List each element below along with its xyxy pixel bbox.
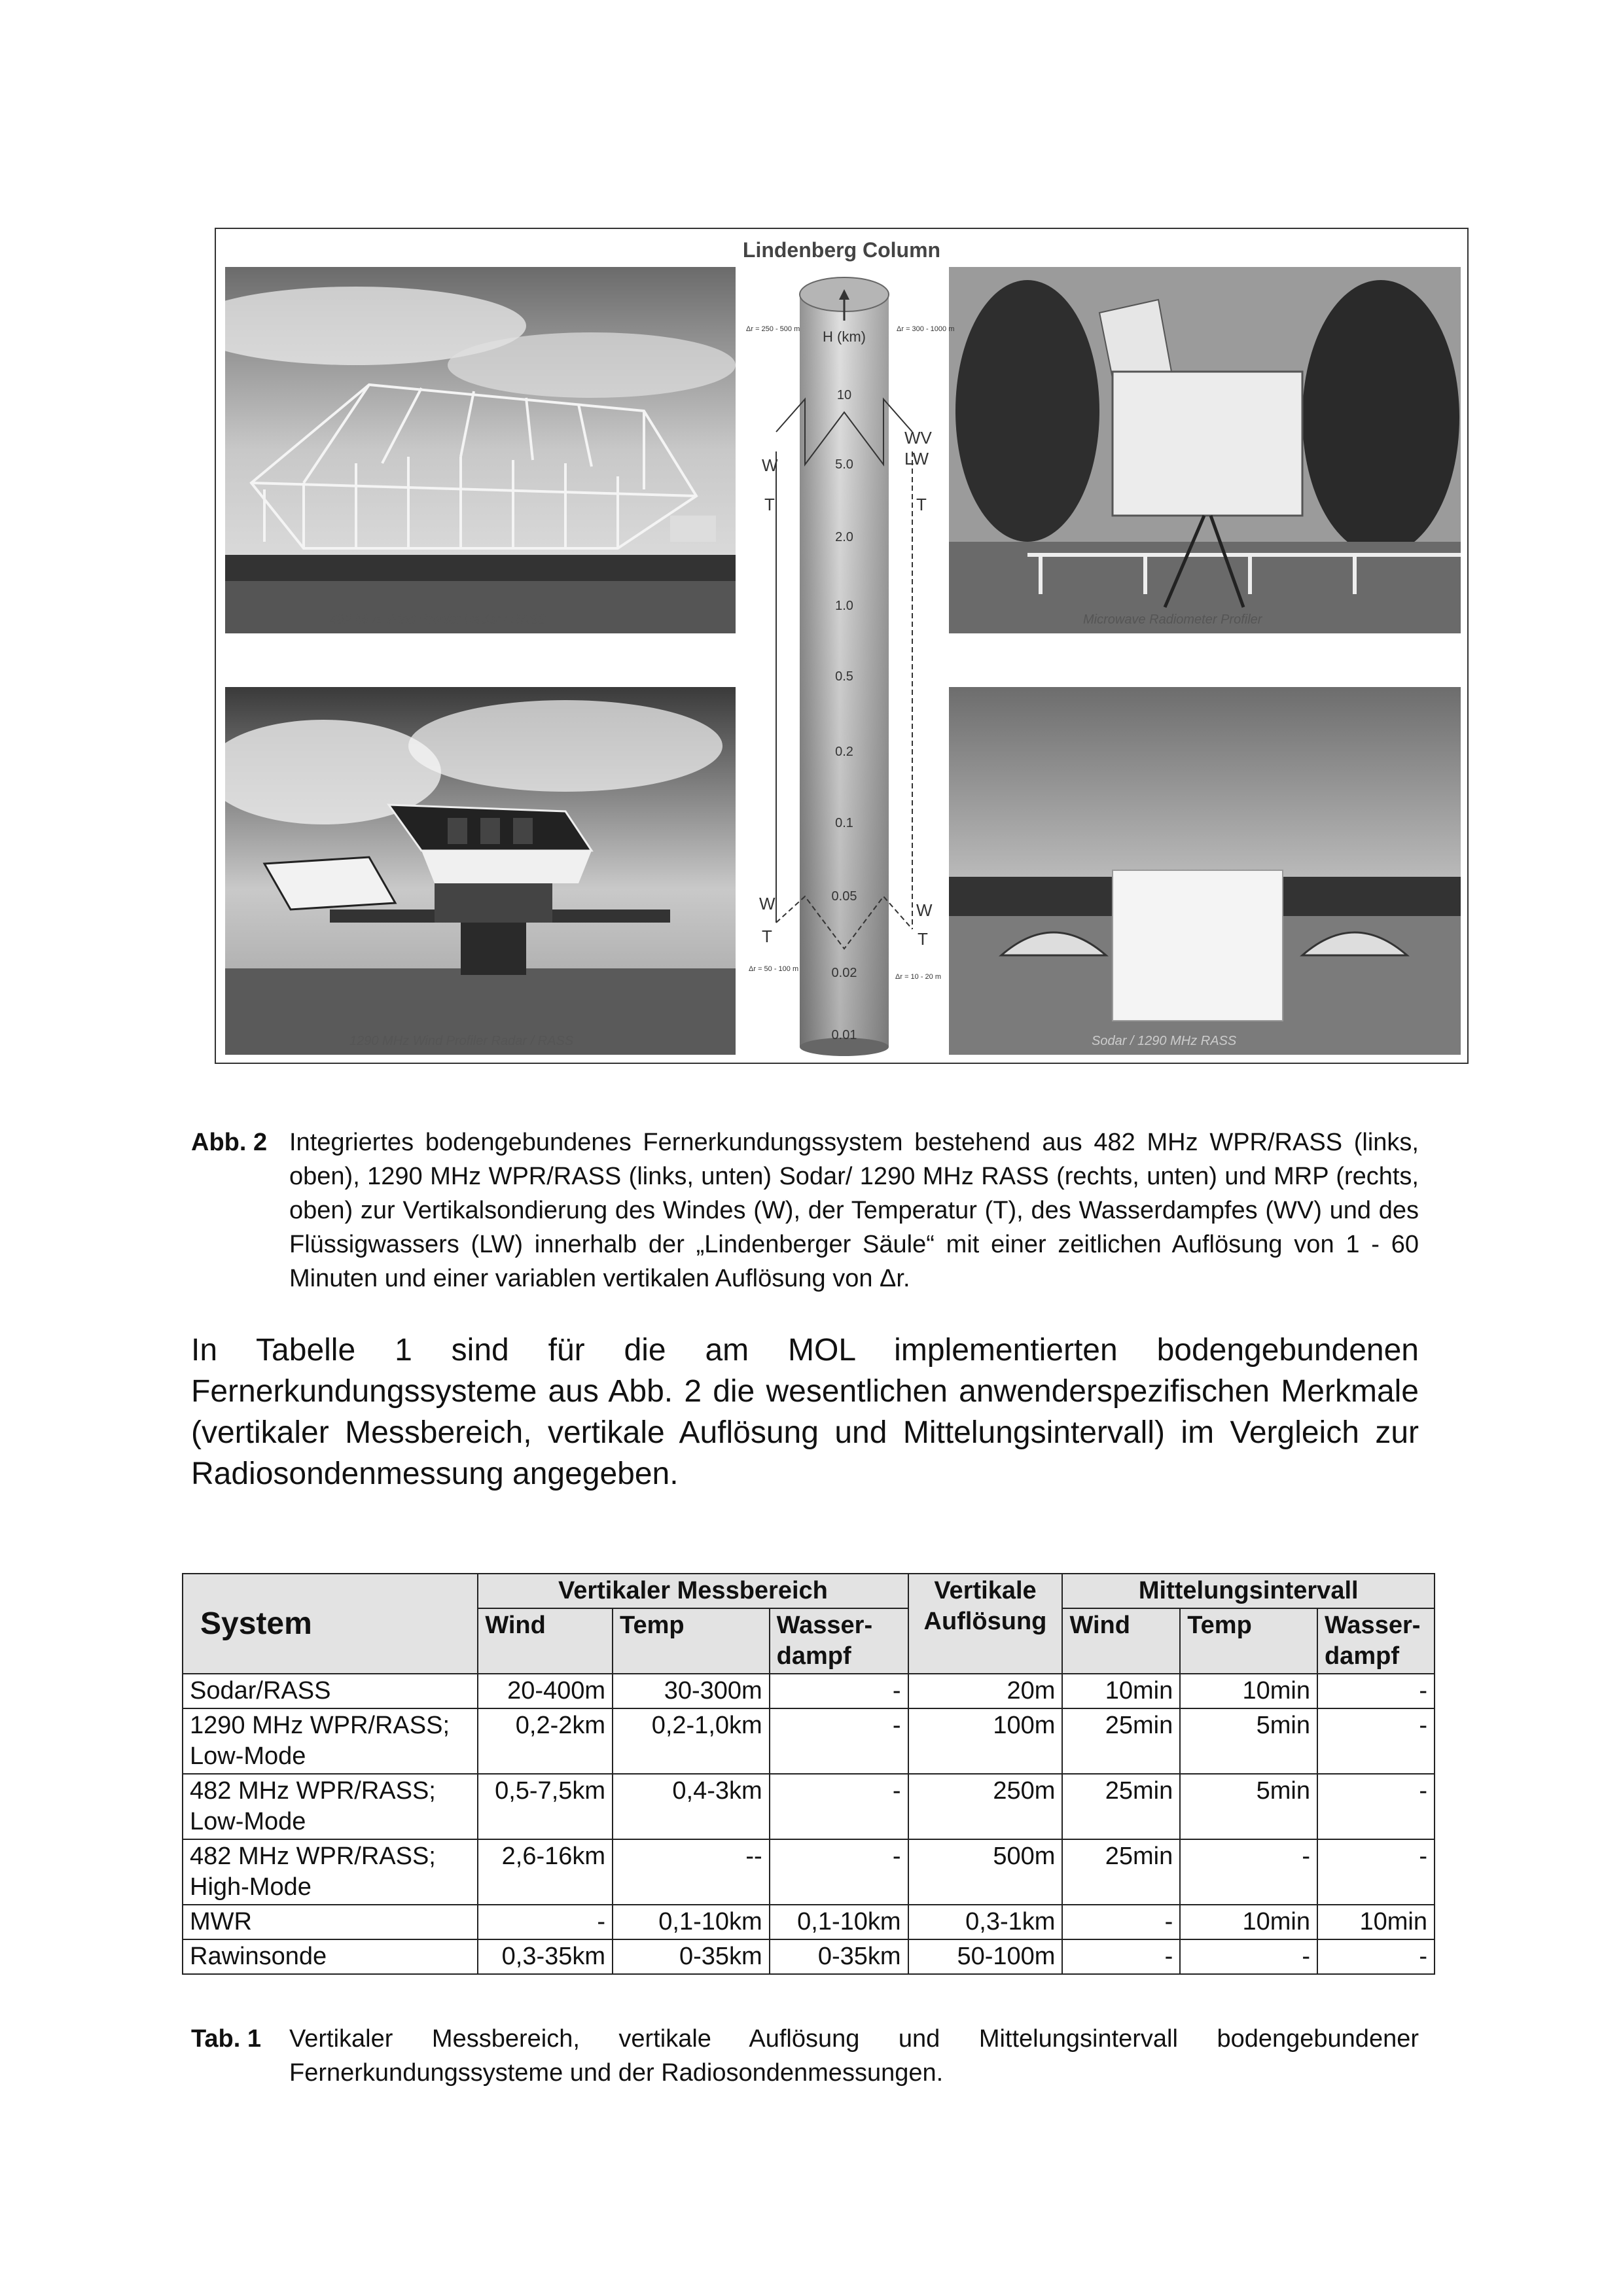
table-caption-label: Tab. 1	[191, 2025, 261, 2053]
cell-value: -	[1317, 1674, 1435, 1708]
cell-system: Sodar/RASS	[183, 1674, 478, 1708]
cell-system: MWR	[183, 1905, 478, 1939]
cell-value: 0,5-7,5km	[478, 1774, 613, 1839]
column-res-bottom-right: Δr = 10 - 20 m	[895, 973, 942, 981]
label-t-top-right: T	[916, 495, 927, 514]
lindenberg-column	[726, 268, 962, 1060]
cell-value: 250m	[908, 1774, 1063, 1839]
cell-value: 0,3-35km	[478, 1939, 613, 1974]
label-w-bottom-right: W	[916, 900, 933, 920]
label-w-top-left: W	[762, 455, 778, 475]
cell-value: -	[770, 1674, 908, 1708]
label-wv: WV	[904, 428, 932, 448]
column-tick: 0.5	[835, 669, 853, 684]
cell-value: 10min	[1180, 1674, 1317, 1708]
header-averaging-interval: Mittelungsintervall	[1062, 1574, 1435, 1608]
cell-value: 0-35km	[770, 1939, 908, 1974]
photo-microwave-radiometer	[949, 267, 1461, 633]
table-row	[183, 1674, 1435, 1708]
cell-value: -	[770, 1839, 908, 1905]
column-tick: 0.2	[835, 745, 853, 759]
cell-value: 0,2-2km	[478, 1708, 613, 1774]
figure-title: Lindenberg Column	[742, 238, 941, 262]
label-t-top-left: T	[764, 495, 775, 514]
cell-value: 10min	[1317, 1905, 1435, 1939]
cell-value: 0-35km	[613, 1939, 770, 1974]
label-t-bottom-right: T	[918, 929, 928, 949]
body-paragraph: In Tabelle 1 sind für die am MOL implementierten bodengebundenen Fernerkundungssysteme aus Abb. 2 die wesentlichen anwenderspezifischen Merkmale (vertikaler Messbereich, vertikale Auflösung und Mittelungsintervall) im Vergleich zur Radiosondenmessung angegeben.	[191, 1333, 1419, 1491]
cell-value: 5min	[1180, 1774, 1317, 1839]
cell-value: 30-300m	[613, 1674, 770, 1708]
cell-system: Rawinsonde	[183, 1939, 478, 1974]
cell-value: 25min	[1062, 1839, 1180, 1905]
header-resolution-line2: Auflösung	[923, 1608, 1047, 1635]
column-axis-label: H (km)	[823, 328, 866, 345]
cell-value: -	[1062, 1905, 1180, 1939]
column-tick: 1.0	[835, 599, 853, 613]
column-tick: 0.02	[831, 966, 857, 980]
column-res-top-left: Δr = 250 - 500 m	[746, 325, 800, 333]
table-caption-text: Vertikaler Messbereich, vertikale Auflösung und Mittelungsintervall bodengebundener Fernerkundungssysteme und der Radiosondenmessungen.	[289, 2025, 1419, 2087]
cell-system: 482 MHz WPR/RASS; Low-Mode	[183, 1774, 478, 1839]
label-lw: LW	[904, 449, 929, 468]
figure-abb-2	[215, 228, 1469, 1064]
caption-bottom-right: Sodar / 1290 MHz RASS	[1092, 1034, 1237, 1048]
photo-482mhz-radar	[225, 267, 736, 633]
photo-1290mhz-radar-image	[225, 687, 736, 1055]
header-sub: Wind	[1062, 1608, 1180, 1674]
column-tick: 0.1	[835, 816, 853, 830]
header-sub: Temp	[613, 1608, 770, 1674]
cell-value: 25min	[1062, 1708, 1180, 1774]
cell-value: 50-100m	[908, 1939, 1063, 1974]
cell-value: 2,6-16km	[478, 1839, 613, 1905]
table-row	[183, 1905, 1435, 1939]
table-row	[183, 1708, 1435, 1774]
cell-value: 5min	[1180, 1708, 1317, 1774]
cell-value: 0,1-10km	[613, 1905, 770, 1939]
comparison-table	[182, 1573, 1435, 1975]
caption-bottom-left: 1290 MHz Wind Profiler Radar / RASS	[349, 1034, 574, 1048]
cell-value: 0,4-3km	[613, 1774, 770, 1839]
header-vertical-range: Vertikaler Messbereich	[478, 1574, 908, 1608]
header-resolution-line1: Vertikale	[934, 1577, 1037, 1604]
caption-top-left: 482 MHz Wind Profiler Radar / RASS	[330, 612, 547, 627]
header-sub: Temp	[1180, 1608, 1317, 1674]
cell-value: 100m	[908, 1708, 1063, 1774]
header-sub: Wasser-dampf	[1317, 1608, 1435, 1674]
cell-value: 10min	[1180, 1905, 1317, 1939]
cell-value: -	[478, 1905, 613, 1939]
column-res-top-right: Δr = 300 - 1000 m	[897, 325, 955, 333]
cell-value: 0,2-1,0km	[613, 1708, 770, 1774]
cell-value: -	[1317, 1939, 1435, 1974]
cell-value: 20m	[908, 1674, 1063, 1708]
column-res-bottom-left: Δr = 50 - 100 m	[749, 965, 799, 973]
column-tick: 5.0	[835, 457, 853, 472]
cell-value: 10min	[1062, 1674, 1180, 1708]
photo-microwave-radiometer-image	[949, 267, 1461, 633]
header-system: System	[183, 1574, 478, 1674]
table-header-row-1	[183, 1574, 1435, 1608]
column-tick: 2.0	[835, 530, 853, 544]
caption-top-right: Microwave Radiometer Profiler	[1083, 612, 1262, 627]
column-diagram	[726, 268, 962, 1060]
table-row	[183, 1774, 1435, 1839]
label-w-bottom-left: W	[759, 894, 776, 913]
photo-sodar-rass	[949, 687, 1461, 1055]
cell-value: -	[770, 1708, 908, 1774]
column-tick: 0.05	[831, 889, 857, 904]
label-t-bottom-left: T	[762, 927, 772, 946]
figure-caption-label: Abb. 2	[191, 1129, 268, 1156]
photo-482mhz-radar-image	[225, 267, 736, 633]
table-row	[183, 1939, 1435, 1974]
cell-value: 0,3-1km	[908, 1905, 1063, 1939]
cell-value: -	[1317, 1774, 1435, 1839]
cell-system: 1290 MHz WPR/RASS; Low-Mode	[183, 1708, 478, 1774]
table-row	[183, 1839, 1435, 1905]
cell-value: -	[1180, 1839, 1317, 1905]
cell-value: -	[1180, 1939, 1317, 1974]
figure-caption-text: Integriertes bodengebundenes Fernerkundungssystem bestehend aus 482 MHz WPR/RASS (links, oben), 1290 MHz WPR/RASS (links, unten) Sodar/ 1290 MHz RASS (rechts, unten) und MRP (rechts, oben) zur Vertikalsondierung des Windes (W), der Temperatur (T), des Wasserdampfes (WV) und des Flüssigwassers (LW) innerhalb der „Lindenberger Säule“ mit einer zeitlichen Auflösung von 1 - 60 Minuten und einer variablen vertikalen Auflösung von Δr.	[289, 1129, 1419, 1292]
table-body	[183, 1674, 1435, 1974]
cell-value: 0,1-10km	[770, 1905, 908, 1939]
cell-system: 482 MHz WPR/RASS; High-Mode	[183, 1839, 478, 1905]
cell-value: -	[770, 1774, 908, 1839]
photo-1290mhz-radar	[225, 687, 736, 1055]
cell-value: 25min	[1062, 1774, 1180, 1839]
cell-value: --	[613, 1839, 770, 1905]
photo-sodar-rass-image	[949, 687, 1461, 1055]
header-sub: Wind	[478, 1608, 613, 1674]
cell-value: -	[1062, 1939, 1180, 1974]
cell-value: 500m	[908, 1839, 1063, 1905]
cell-value: 20-400m	[478, 1674, 613, 1708]
cell-value: -	[1317, 1708, 1435, 1774]
figure-caption	[191, 1125, 1419, 1302]
column-tick: 10	[836, 388, 852, 402]
cell-value: -	[1317, 1839, 1435, 1905]
header-sub: Wasser-dampf	[770, 1608, 908, 1674]
table-caption	[191, 2022, 1419, 2094]
header-vertical-resolution	[908, 1574, 1063, 1674]
column-tick: 0.01	[831, 1028, 857, 1042]
